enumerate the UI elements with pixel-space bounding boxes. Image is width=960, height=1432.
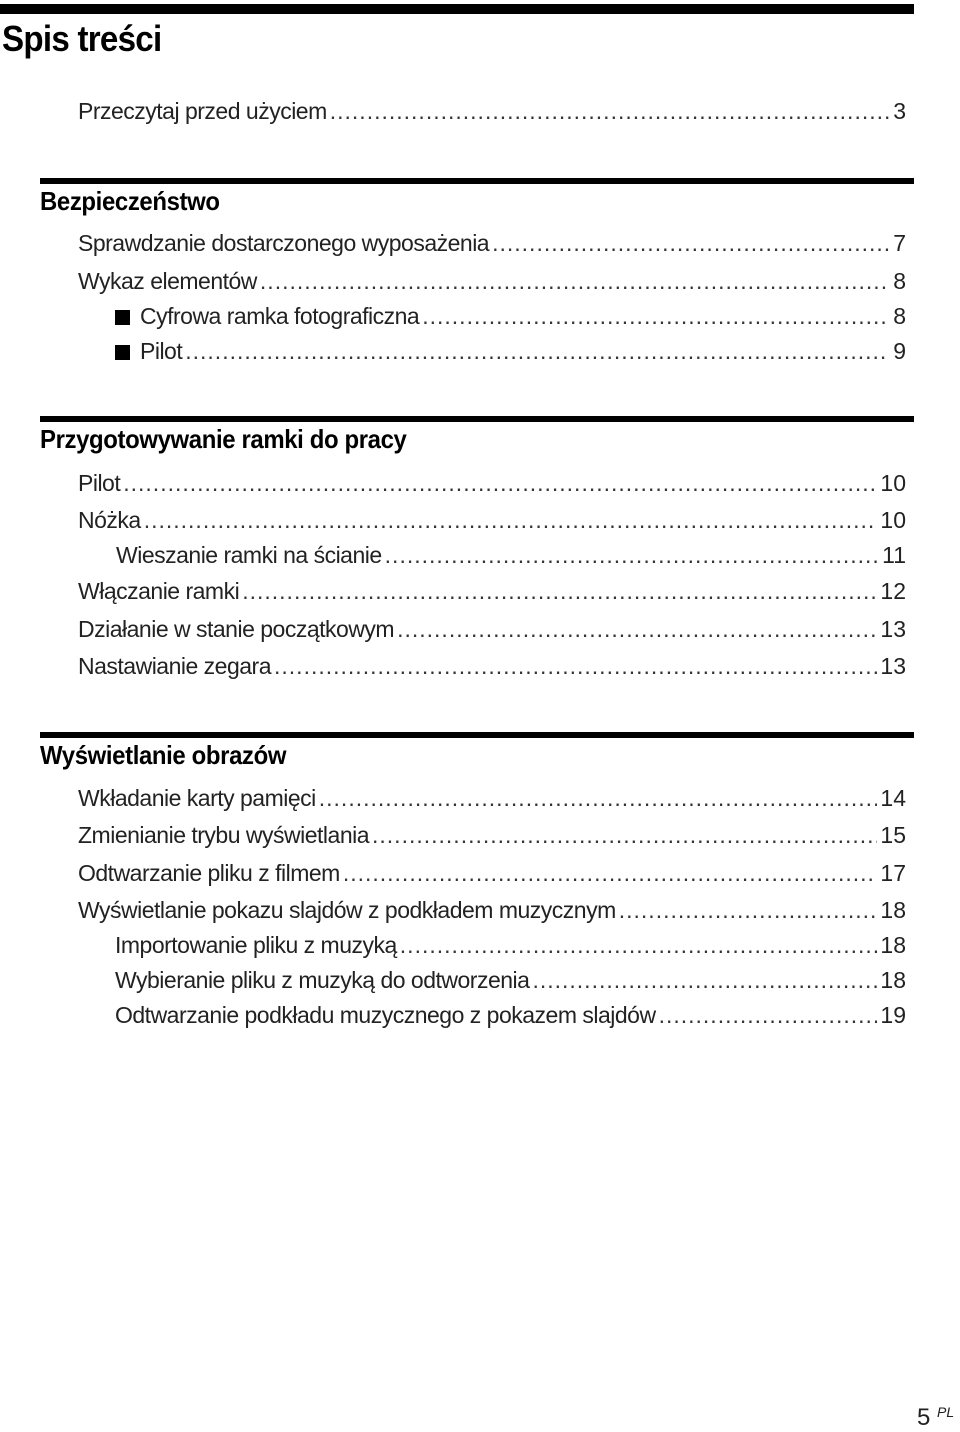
section-title-preparation: Przygotowywanie ramki do pracy	[40, 424, 407, 454]
toc-entry-label: Działanie w stanie początkowym	[78, 616, 395, 642]
toc-leader	[422, 303, 889, 330]
toc-page-number: 13	[880, 653, 906, 679]
footer-page-number: 5	[917, 1404, 931, 1431]
toc-page-number: 12	[880, 578, 906, 604]
toc-entry-label-wrap	[115, 303, 419, 330]
toc-entry-label: Odtwarzanie podkładu muzycznego z pokazem slajdów	[115, 1002, 656, 1028]
section-rule	[40, 416, 914, 422]
top-rule	[0, 4, 914, 14]
toc-page-number: 10	[880, 470, 906, 496]
toc-entry-label-wrap	[115, 338, 182, 365]
toc-page-number: 18	[880, 897, 906, 923]
section-rule	[40, 732, 914, 738]
toc-entry[interactable]	[116, 542, 906, 572]
toc-entry[interactable]	[115, 932, 906, 962]
toc-page-number: 3	[893, 98, 906, 124]
toc-entry[interactable]	[78, 653, 906, 683]
toc-entry[interactable]	[115, 303, 906, 333]
toc-leader	[123, 470, 877, 497]
toc-entry-label: Wykaz elementów	[78, 268, 257, 294]
toc-leader	[260, 268, 889, 295]
toc-entry[interactable]	[78, 268, 906, 298]
toc-entry-label: Zmienianie trybu wyświetlania	[78, 822, 370, 848]
toc-page-number: 18	[880, 932, 906, 958]
toc-leader	[400, 932, 878, 959]
toc-entry[interactable]	[78, 470, 906, 500]
toc-leader	[330, 98, 889, 125]
toc-page-number: 19	[880, 1002, 906, 1028]
toc-entry-label: Sprawdzanie dostarczonego wyposażenia	[78, 230, 490, 256]
footer-language-code: PL	[937, 1404, 955, 1420]
toc-leader	[397, 616, 877, 643]
toc-page-number: 7	[893, 230, 906, 256]
toc-entry-label: Nóżka	[78, 507, 141, 533]
toc-entry[interactable]	[78, 860, 906, 890]
toc-entry[interactable]	[115, 967, 906, 997]
toc-leader	[659, 1002, 878, 1029]
toc-entry[interactable]	[115, 1002, 906, 1032]
square-bullet-icon	[115, 345, 130, 360]
toc-entry[interactable]	[78, 507, 906, 537]
toc-leader	[619, 897, 878, 924]
toc-entry[interactable]	[78, 230, 906, 260]
toc-entry-label: Nastawianie zegara	[78, 653, 272, 679]
toc-entry-label: Wyświetlanie pokazu slajdów z podkładem muzycznym	[78, 897, 616, 923]
toc-leader	[492, 230, 889, 257]
toc-page-number: 17	[880, 860, 906, 886]
toc-leader	[372, 822, 877, 849]
toc-leader	[343, 860, 878, 887]
toc-entry-intro[interactable]	[78, 98, 906, 128]
toc-page-number: 18	[880, 967, 906, 993]
toc-leader	[144, 507, 878, 534]
toc-page-number: 14	[880, 785, 906, 811]
toc-leader	[319, 785, 878, 812]
toc-leader	[242, 578, 877, 605]
toc-entry[interactable]	[78, 822, 906, 852]
toc-page-number: 8	[893, 303, 906, 329]
toc-leader	[532, 967, 877, 994]
toc-page-number: 13	[880, 616, 906, 642]
toc-leader	[274, 653, 877, 680]
toc-entry[interactable]	[78, 785, 906, 815]
toc-entry-label: Wybieranie pliku z muzyką do odtworzenia	[115, 967, 530, 993]
toc-page-number: 15	[880, 822, 906, 848]
toc-entry-label: Włączanie ramki	[78, 578, 240, 604]
toc-page-number: 9	[893, 338, 906, 364]
toc-entry-label: Wkładanie karty pamięci	[78, 785, 316, 811]
toc-page-number: 8	[893, 268, 906, 294]
toc-entry-label: Wieszanie ramki na ścianie	[116, 542, 382, 568]
toc-page-number: 11	[882, 542, 906, 568]
toc-entry[interactable]	[115, 338, 906, 368]
toc-entry[interactable]	[78, 897, 906, 927]
toc-entry-label: Odtwarzanie pliku z filmem	[78, 860, 340, 886]
toc-entry[interactable]	[78, 578, 906, 608]
toc-leader	[385, 542, 879, 569]
toc-leader	[185, 338, 889, 365]
square-bullet-icon	[115, 310, 130, 325]
section-title-safety: Bezpieczeństwo	[40, 186, 220, 216]
page-title: Spis treści	[2, 18, 162, 59]
section-rule	[40, 178, 914, 184]
toc-entry-label: Przeczytaj przed użyciem	[78, 98, 327, 124]
toc-entry-label: Pilot	[140, 338, 183, 364]
section-title-viewing-images: Wyświetlanie obrazów	[40, 740, 287, 770]
toc-entry-label: Importowanie pliku z muzyką	[115, 932, 397, 958]
toc-entry[interactable]	[78, 616, 906, 646]
toc-entry-label: Cyfrowa ramka fotograficzna	[140, 303, 420, 329]
toc-page-number: 10	[880, 507, 906, 533]
toc-entry-label: Pilot	[78, 470, 121, 496]
